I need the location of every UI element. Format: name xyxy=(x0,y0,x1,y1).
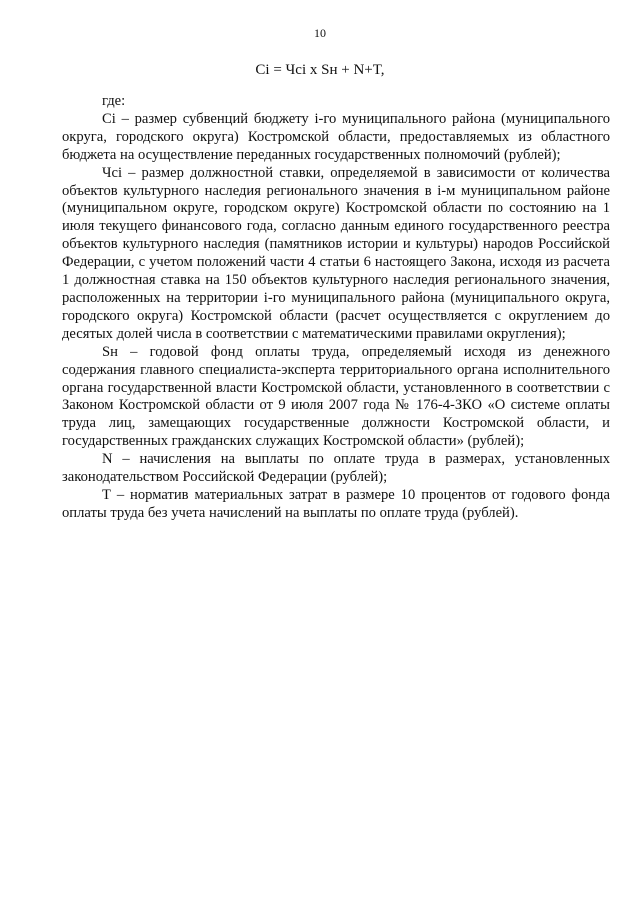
definition-t: Т – норматив материальных затрат в размере 10 процентов от годового фонда оплаты труда без учета начислений на выплаты по оплате труда (рублей). xyxy=(62,486,610,521)
where-label: где: xyxy=(102,93,126,109)
definition-ci: Ci – размер субвенций бюджету i-го муниципального района (муниципального округа, городского округа) Костромской области, предоставляемых из областного бюджета на осуществление переданных государственных полномочий (рублей); xyxy=(62,110,610,163)
definition-chci: Чci – размер должностной ставки, определяемой в зависимости от количества объектов культурного наследия регионального значения в i-м муниципальном районе (муниципальном округе, городском округе) Костромской области по состоянию на 1 июля текущего финансового года, согласно данным единого государственного реестра объектов культурного наследия (памятников истории и культуры) народов Российской Федерации, с учетом положений части 4 статьи 6 настоящего Закона, исходя из расчета 1 должностная ставка на 150 объектов культурного наследия регионального значения, расположенных на территории i-го муниципального района (муниципального округа, городского округа) Костромской области (расчет осуществляется с округлением до десятых долей числа в соответствии с математическими правилами округления); xyxy=(62,164,610,342)
definition-n: N – начисления на выплаты по оплате труда в размерах, установленных законодательством Российской Федерации (рублей); xyxy=(62,451,610,486)
formula: Ci = Чci x Sн + N+T, xyxy=(255,62,385,78)
definition-sn: Sн – годовой фонд оплаты труда, определяемый исходя из денежного содержания главного специалиста-эксперта территориального органа исполнительного органа государственной власти Костромской области, установленного в соответствии с Законом Костромской области от 9 июля 2007 года № 176-4-ЗКО «О системе оплаты труда лиц, замещающих государственные должности Костромской области, и государственных гражданских служащих Костромской области» (рублей); xyxy=(62,343,610,450)
page-number: 10 xyxy=(314,26,326,40)
document-body xyxy=(62,93,610,523)
